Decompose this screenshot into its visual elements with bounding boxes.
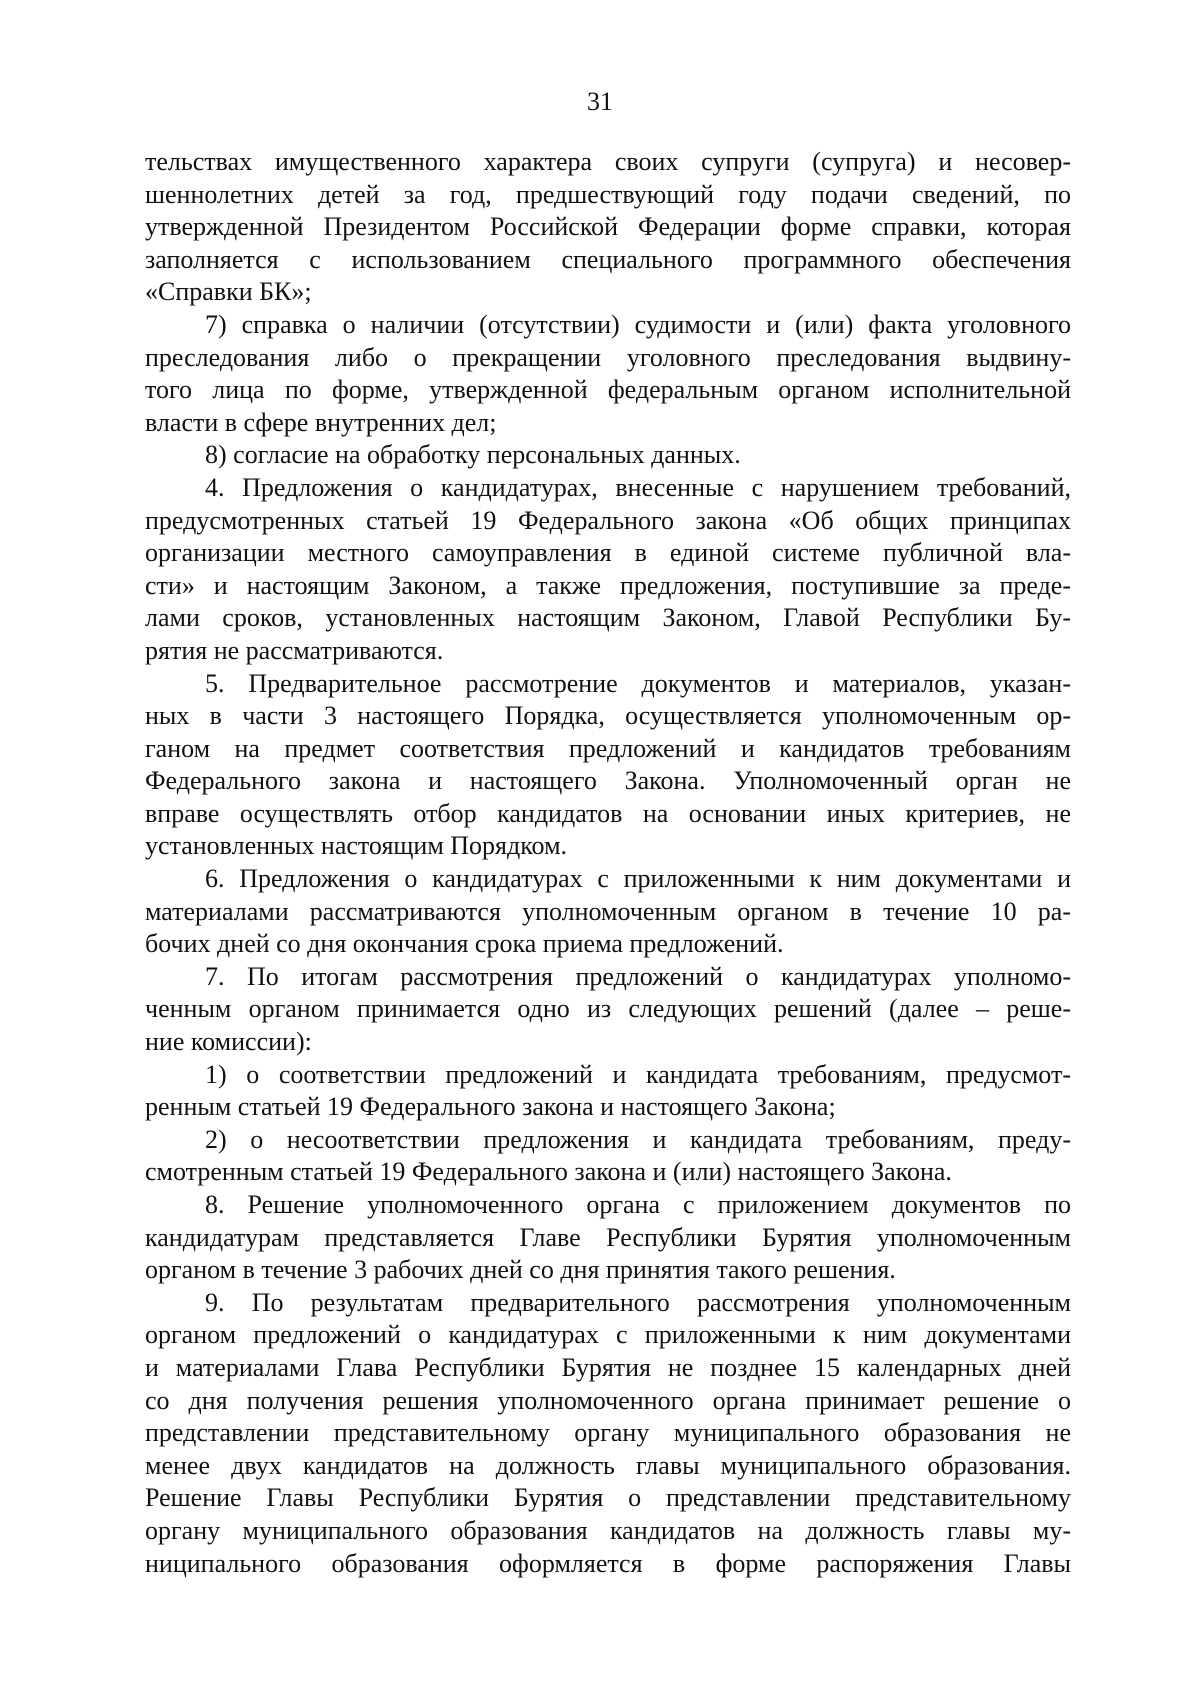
text-line: власти в сфере внутренних дел; xyxy=(145,407,497,437)
text-line: ние комиссии): xyxy=(145,1027,312,1057)
text-line: шеннолетних детей за год, предшествующий году подачи сведений, по xyxy=(145,179,1071,209)
text-line: 4. Предложения о кандидатурах, внесенные с нарушением требований, xyxy=(205,472,1071,502)
text-line: организации местного самоуправления в единой системе публичной вла- xyxy=(145,538,1071,568)
text-line: «Справки БК»; xyxy=(145,277,312,307)
text-line: 2) о несоответствии предложения и кандидата требованиям, преду- xyxy=(205,1124,1071,1154)
text-line: заполняется с использованием специального программного обеспечения xyxy=(145,244,1071,274)
page-number: 31 xyxy=(587,87,613,116)
text-line: ниципального образования оформляется в форме распоряжения Главы xyxy=(145,1548,1071,1578)
text-line: сти» и настоящим Законом, а также предложения, поступившие за преде- xyxy=(145,570,1071,600)
text-line: тельствах имущественного характера своих супруги (супруга) и несовер- xyxy=(145,147,1071,176)
text-line: кандидатурам представляется Главе Республики Бурятия уполномоченным xyxy=(145,1222,1071,1252)
text-line: со дня получения решения уполномоченного органа принимает решение о xyxy=(145,1385,1071,1415)
text-line: ренным статьей 19 Федерального закона и настоящего Закона; xyxy=(145,1092,836,1122)
text-line: вправе осуществлять отбор кандидатов на основании иных критериев, не xyxy=(145,798,1071,828)
text-line: того лица по форме, утвержденной федеральным органом исполнительной xyxy=(145,375,1071,405)
text-line: представлении представительному органу муниципального образования не xyxy=(145,1418,1071,1448)
text-line: 7) справка о наличии (отсутствии) судимости и (или) факта уголовного xyxy=(205,309,1071,339)
text-line: ганом на предмет соответствия предложений и кандидатов требованиям xyxy=(145,733,1071,763)
text-line: органом в течение 3 рабочих дней со дня принятия такого решения. xyxy=(145,1255,896,1285)
text-line: лами сроков, установленных настоящим Законом, Главой Республики Бу- xyxy=(145,603,1071,633)
text-line: ченным органом принимается одно из следующих решений (далее – реше- xyxy=(145,994,1071,1024)
text-line: Решение Главы Республики Бурятия о представлении представительному xyxy=(145,1483,1071,1513)
document-body xyxy=(145,146,1071,1580)
text-line: 6. Предложения о кандидатурах с приложенными к ним документами и xyxy=(205,864,1071,894)
text-line: 5. Предварительное рассмотрение документов и материалов, указан- xyxy=(205,668,1071,698)
text-line: ных в части 3 настоящего Порядка, осуществляется уполномоченным ор- xyxy=(145,701,1071,731)
text-line: и материалами Глава Республики Бурятия не позднее 15 календарных дней xyxy=(145,1352,1071,1382)
text-line: 8. Решение уполномоченного органа с приложением документов по xyxy=(205,1190,1071,1219)
text-line: 8) согласие на обработку персональных данных. xyxy=(205,440,741,470)
text-line: органом предложений о кандидатурах с приложенными к ним документами xyxy=(145,1320,1071,1350)
text-line: преследования либо о прекращении уголовного преследования выдвину- xyxy=(145,342,1071,372)
text-line: менее двух кандидатов на должность главы муниципального образования. xyxy=(145,1450,1071,1480)
text-line: утвержденной Президентом Российской Федерации форме справки, которая xyxy=(145,212,1071,242)
text-line: предусмотренных статьей 19 Федерального закона «Об общих принципах xyxy=(145,505,1071,535)
text-line: Федерального закона и настоящего Закона. Уполномоченный орган не xyxy=(145,766,1071,796)
text-line: 9. По результатам предварительного рассмотрения уполномоченным xyxy=(205,1287,1071,1317)
text-line: бочих дней со дня окончания срока приема предложений. xyxy=(145,929,784,959)
text-line: установленных настоящим Порядком. xyxy=(145,831,568,861)
text-line: материалами рассматриваются уполномоченным органом в течение 10 ра- xyxy=(145,896,1071,926)
text-line: органу муниципального образования кандидатов на должность главы му- xyxy=(145,1515,1071,1545)
text-line: 1) о соответствии предложений и кандидата требованиям, предусмот- xyxy=(205,1059,1071,1089)
text-line: смотренным статьей 19 Федерального закона и (или) настоящего Закона. xyxy=(145,1157,952,1187)
text-line: 7. По итогам рассмотрения предложений о кандидатурах уполномо- xyxy=(205,961,1071,991)
text-line: рятия не рассматриваются. xyxy=(145,635,444,665)
